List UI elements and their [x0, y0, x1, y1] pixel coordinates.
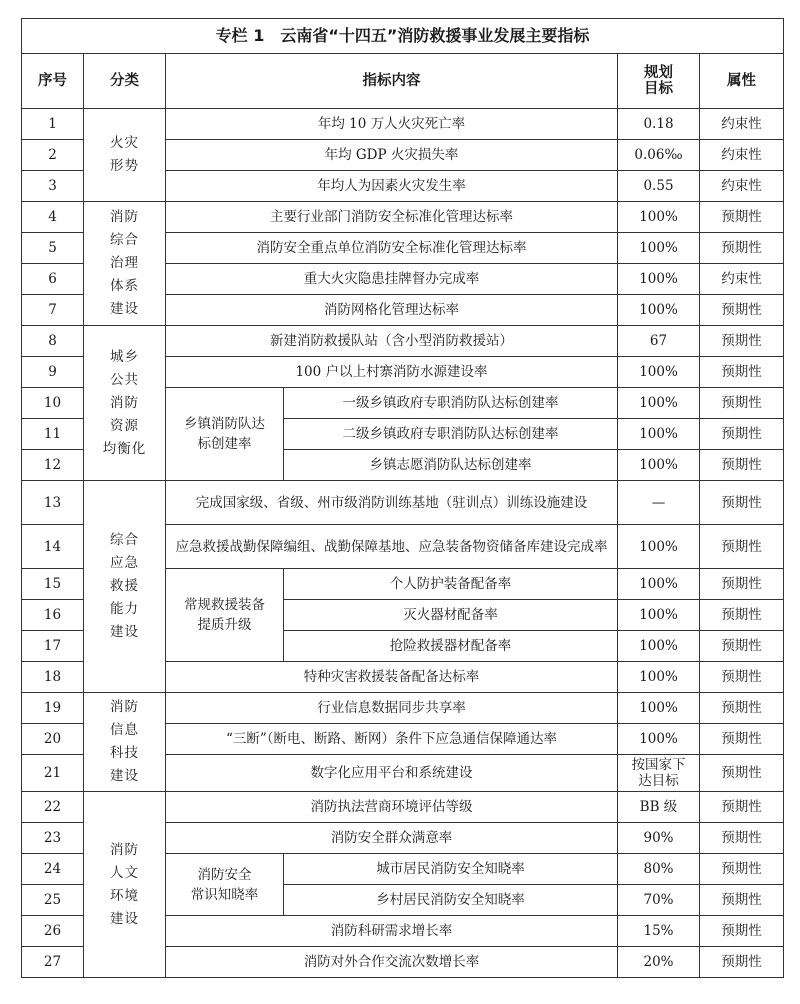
indicator-content: 灭火器材配备率: [284, 600, 618, 631]
target-value: 100%: [618, 357, 700, 388]
category-line: 消防: [110, 841, 139, 858]
row-number: 25: [22, 885, 84, 916]
indicator-content: 新建消防救援队站（含小型消防救援站）: [166, 326, 618, 357]
subcategory-line: 常识知晓率: [190, 886, 259, 903]
category-humanities: [84, 792, 166, 978]
header-content: 指标内容: [166, 54, 618, 109]
target-value: 90%: [618, 823, 700, 854]
indicator-content: 个人防护装备配备率: [284, 569, 618, 600]
row-number: 9: [22, 357, 84, 388]
table-row: [22, 109, 784, 140]
indicator-content: 年均 10 万人火灾死亡率: [166, 109, 618, 140]
target-value: 100%: [618, 264, 700, 295]
row-number: 19: [22, 693, 84, 724]
attribute-value: 约束性: [700, 264, 784, 295]
target-value: 100%: [618, 631, 700, 662]
row-number: 13: [22, 481, 84, 525]
indicator-content: 行业信息数据同步共享率: [166, 693, 618, 724]
header-row: [22, 54, 784, 109]
indicator-content: 一级乡镇政府专职消防队达标创建率: [284, 388, 618, 419]
attribute-value: 预期性: [700, 233, 784, 264]
row-number: 24: [22, 854, 84, 885]
target-value: 100%: [618, 525, 700, 569]
row-number: 27: [22, 947, 84, 978]
table-title: 专栏 1 云南省“十四五”消防救援事业发展主要指标: [21, 18, 784, 53]
target-value: BB 级: [618, 792, 700, 823]
indicator-content: 年均 GDP 火灾损失率: [166, 140, 618, 171]
category-line: 人文: [110, 864, 139, 881]
target-value: 100%: [618, 450, 700, 481]
attribute-value: 预期性: [700, 947, 784, 978]
table-row: [22, 693, 784, 724]
category-line: 建设: [110, 910, 139, 927]
indicator-content: 完成国家级、省级、州市级消防训练基地（驻训点）训练设施建设: [166, 481, 618, 525]
row-number: 10: [22, 388, 84, 419]
row-number: 11: [22, 419, 84, 450]
indicator-content: 二级乡镇政府专职消防队达标创建率: [284, 419, 618, 450]
category-public-resources: [84, 326, 166, 481]
subcategory-line: 常规救援装备: [184, 597, 265, 613]
target-value: 100%: [618, 662, 700, 693]
row-number: 20: [22, 724, 84, 755]
target-value: 100%: [618, 295, 700, 326]
target-value: 0.06‰: [618, 140, 700, 171]
target-line: 达目标: [638, 773, 679, 789]
indicator-content: 消防执法营商环境评估等级: [166, 792, 618, 823]
row-number: 7: [22, 295, 84, 326]
row-number: 23: [22, 823, 84, 854]
category-line: 救援: [110, 578, 139, 594]
indicator-content: “三断”（断电、断路、断网）条件下应急通信保障通达率: [166, 724, 618, 755]
subcategory-line: 消防安全: [197, 866, 252, 883]
indicator-content: 抢险救援器材配备率: [284, 631, 618, 662]
row-number: 3: [22, 171, 84, 202]
indicator-content: 应急救援战勤保障编组、战勤保障基地、应急装备物资储备库建设完成率: [166, 525, 618, 569]
target-value: 100%: [618, 600, 700, 631]
target-value: [618, 755, 700, 792]
attribute-value: 约束性: [700, 171, 784, 202]
table-row: [22, 481, 784, 525]
category-line: 消防: [110, 394, 139, 411]
category-line: 火灾: [110, 135, 139, 151]
category-line: 城乡: [110, 348, 139, 365]
table-row: [22, 202, 784, 233]
indicator-content: 数字化应用平台和系统建设: [166, 755, 618, 792]
category-line: 消防: [110, 699, 139, 715]
category-line: 能力: [110, 601, 139, 617]
row-number: 22: [22, 792, 84, 823]
indicator-content: 消防对外合作交流次数增长率: [166, 947, 618, 978]
attribute-value: 预期性: [700, 295, 784, 326]
category-emergency-rescue: [84, 481, 166, 693]
header-target: [618, 54, 700, 109]
attribute-value: 预期性: [700, 885, 784, 916]
subcategory-line: 标创建率: [197, 436, 252, 452]
row-number: 15: [22, 569, 84, 600]
category-info-tech: [84, 693, 166, 792]
attribute-value: 预期性: [700, 569, 784, 600]
row-number: 8: [22, 326, 84, 357]
target-value: —: [618, 481, 700, 525]
attribute-value: 预期性: [700, 662, 784, 693]
indicator-content: 特种灾害救援装备配备达标率: [166, 662, 618, 693]
target-value: 100%: [618, 724, 700, 755]
attribute-value: 预期性: [700, 388, 784, 419]
attribute-value: 预期性: [700, 755, 784, 792]
category-line: 信息: [110, 722, 139, 738]
header-attribute: 属性: [700, 54, 784, 109]
target-value: 70%: [618, 885, 700, 916]
attribute-value: 预期性: [700, 450, 784, 481]
target-value: 67: [618, 326, 700, 357]
target-value: 100%: [618, 419, 700, 450]
header-seq: 序号: [22, 54, 84, 109]
indicator-content: 重大火灾隐患挂牌督办完成率: [166, 264, 618, 295]
category-line: 均衡化: [102, 440, 147, 457]
indicator-content: 城市居民消防安全知晓率: [284, 854, 618, 885]
target-value: 100%: [618, 693, 700, 724]
indicator-content: 消防网格化管理达标率: [166, 295, 618, 326]
indicator-content: 乡镇志愿消防队达标创建率: [284, 450, 618, 481]
subcategory-safety-awareness: [166, 854, 284, 916]
row-number: 17: [22, 631, 84, 662]
row-number: 6: [22, 264, 84, 295]
indicator-content: 消防安全群众满意率: [166, 823, 618, 854]
attribute-value: 预期性: [700, 202, 784, 233]
target-value: 100%: [618, 233, 700, 264]
row-number: 21: [22, 755, 84, 792]
attribute-value: 约束性: [700, 109, 784, 140]
target-value: 100%: [618, 202, 700, 233]
indicator-content: 消防安全重点单位消防安全标准化管理达标率: [166, 233, 618, 264]
indicator-content: 乡村居民消防安全知晓率: [284, 885, 618, 916]
attribute-value: 预期性: [700, 600, 784, 631]
indicator-content: 年均人为因素火灾发生率: [166, 171, 618, 202]
target-value: 80%: [618, 854, 700, 885]
target-value: 20%: [618, 947, 700, 978]
attribute-value: 预期性: [700, 525, 784, 569]
attribute-value: 预期性: [700, 724, 784, 755]
target-value: 100%: [618, 388, 700, 419]
category-line: 治理: [110, 255, 139, 271]
attribute-value: 预期性: [700, 854, 784, 885]
row-number: 12: [22, 450, 84, 481]
row-number: 5: [22, 233, 84, 264]
attribute-value: 预期性: [700, 481, 784, 525]
attribute-value: 预期性: [700, 792, 784, 823]
target-value: 0.18: [618, 109, 700, 140]
attribute-value: 预期性: [700, 326, 784, 357]
category-line: 建设: [110, 301, 139, 317]
header-category: 分类: [84, 54, 166, 109]
row-number: 1: [22, 109, 84, 140]
category-line: 建设: [110, 768, 139, 784]
attribute-value: 预期性: [700, 419, 784, 450]
table-row: [22, 792, 784, 823]
target-line: 按国家下: [631, 757, 686, 773]
category-line: 体系: [110, 278, 139, 294]
target-value: 15%: [618, 916, 700, 947]
attribute-value: 预期性: [700, 357, 784, 388]
subcategory-township-teams: [166, 388, 284, 481]
table-row: [22, 326, 784, 357]
category-line: 公共: [110, 371, 139, 388]
attribute-value: 预期性: [700, 916, 784, 947]
indicator-content: 100 户以上村寨消防水源建设率: [166, 357, 618, 388]
category-line: 建设: [110, 624, 139, 640]
row-number: 26: [22, 916, 84, 947]
category-line: 资源: [110, 417, 139, 434]
attribute-value: 预期性: [700, 631, 784, 662]
category-line: 科技: [110, 745, 139, 761]
category-line: 应急: [110, 555, 139, 571]
category-fire-situation: [84, 109, 166, 202]
header-target-line: 规划: [644, 65, 673, 81]
row-number: 14: [22, 525, 84, 569]
subcategory-line: 提质升级: [197, 617, 252, 633]
attribute-value: 约束性: [700, 140, 784, 171]
attribute-value: 预期性: [700, 693, 784, 724]
category-governance: [84, 202, 166, 326]
subcategory-line: 乡镇消防队达: [184, 416, 265, 432]
category-line: 消防: [110, 209, 139, 225]
category-line: 综合: [110, 232, 139, 248]
row-number: 2: [22, 140, 84, 171]
row-number: 16: [22, 600, 84, 631]
category-line: 综合: [110, 532, 139, 548]
subcategory-rescue-equipment: [166, 569, 284, 662]
row-number: 18: [22, 662, 84, 693]
target-value: 100%: [618, 569, 700, 600]
attribute-value: 预期性: [700, 823, 784, 854]
header-target-line: 目标: [644, 81, 673, 97]
category-line: 环境: [110, 887, 139, 904]
indicator-content: 消防科研需求增长率: [166, 916, 618, 947]
row-number: 4: [22, 202, 84, 233]
category-line: 形势: [110, 158, 139, 174]
target-value: 0.55: [618, 171, 700, 202]
indicator-content: 主要行业部门消防安全标准化管理达标率: [166, 202, 618, 233]
indicator-table: [21, 18, 784, 978]
